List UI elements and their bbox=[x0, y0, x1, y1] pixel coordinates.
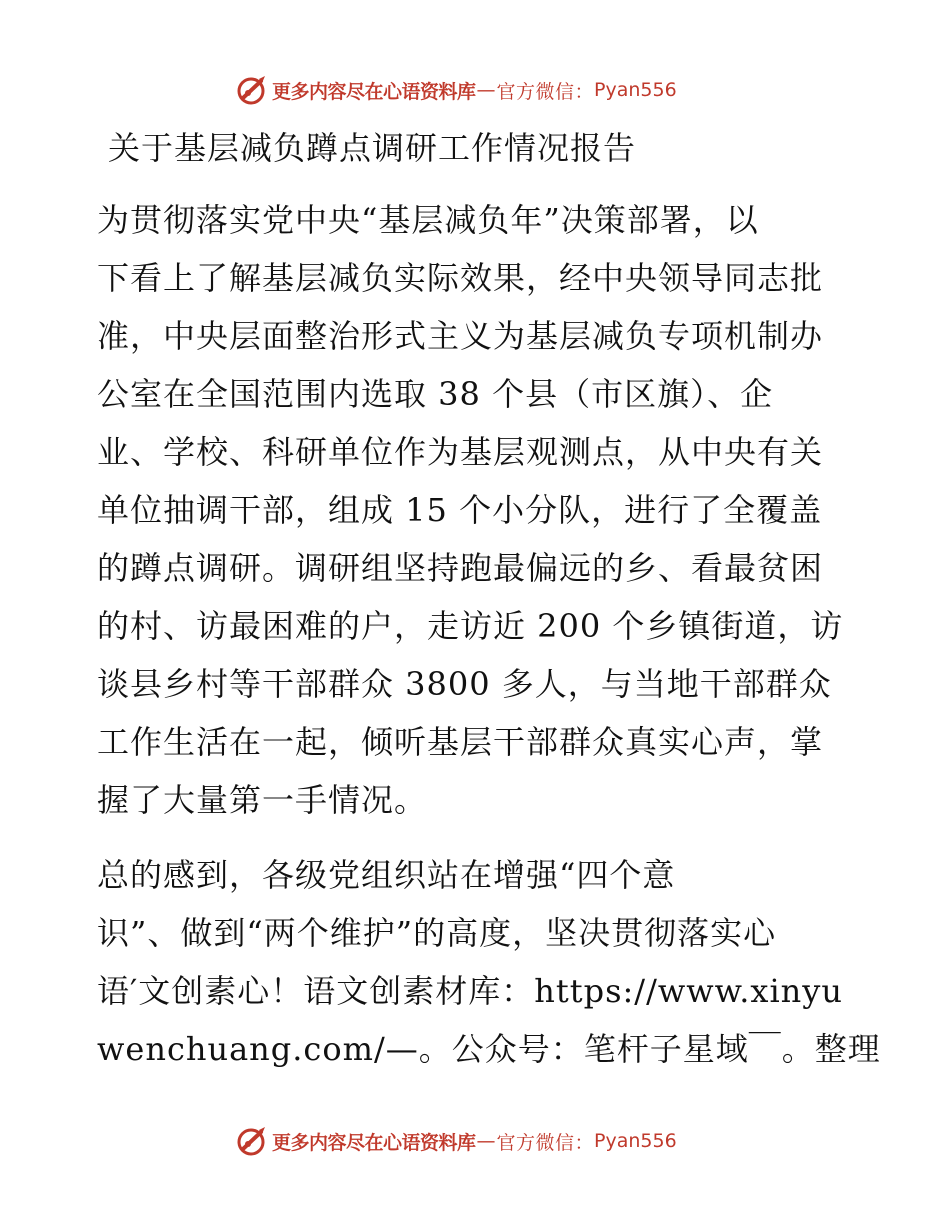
footer-watermark bbox=[234, 1124, 677, 1158]
document-title: 关于基层减负蹲点调研工作情况报告 bbox=[108, 129, 637, 167]
watermark-wechat-id: Pyan556 bbox=[594, 1130, 677, 1152]
body-line: 握了大量第一手情况。 bbox=[97, 781, 428, 819]
body-line: 的蹲点调研。调研组坚持跑最偏远的乡、看最贫困 bbox=[97, 549, 824, 587]
body-line: wenchuang.com/—。公众号：笔杆子星域￣。整理 bbox=[97, 1030, 881, 1068]
watermark-separator: — bbox=[476, 79, 496, 101]
brush-circle-logo-icon bbox=[234, 73, 268, 107]
body-line: 下看上了解基层减负实际效果，经中央领导同志批 bbox=[97, 259, 824, 297]
watermark-subtitle: 官方微信： bbox=[496, 1131, 595, 1154]
body-line: 识”、做到“两个维护”的高度，坚决贯彻落实心 bbox=[97, 914, 777, 952]
body-line: 业、学校、科研单位作为基层观测点，从中央有关 bbox=[97, 433, 824, 471]
watermark-text: 更多内容尽在心语资料库 bbox=[272, 80, 476, 103]
body-line: 公室在全国范围内选取 38 个县（市区旗）、企 bbox=[97, 375, 774, 413]
watermark-text: 更多内容尽在心语资料库 bbox=[272, 1131, 476, 1154]
brush-circle-logo-icon bbox=[234, 1124, 268, 1158]
body-line: 谈县乡村等干部群众 3800 多人，与当地干部群众 bbox=[97, 665, 832, 703]
body-line: 语′文创素心！语文创素材库：https://www.xinyu bbox=[97, 972, 843, 1010]
body-line: 的村、访最困难的户，走访近 200 个乡镇街道，访 bbox=[97, 607, 844, 645]
watermark-wechat-id: Pyan556 bbox=[594, 79, 677, 101]
body-line: 工作生活在一起，倾听基层干部群众真实心声，掌 bbox=[97, 723, 824, 761]
header-watermark bbox=[234, 73, 677, 107]
body-line: 准，中央层面整治形式主义为基层减负专项机制办 bbox=[97, 317, 824, 355]
body-line: 总的感到，各级党组织站在增强“四个意 bbox=[97, 856, 676, 894]
body-line: 单位抽调干部，组成 15 个小分队，进行了全覆盖 bbox=[97, 491, 823, 529]
watermark-separator: — bbox=[476, 1130, 496, 1152]
body-line: 为贯彻落实党中央“基层减负年”决策部署，以 bbox=[97, 201, 759, 239]
watermark-subtitle: 官方微信： bbox=[496, 80, 595, 103]
